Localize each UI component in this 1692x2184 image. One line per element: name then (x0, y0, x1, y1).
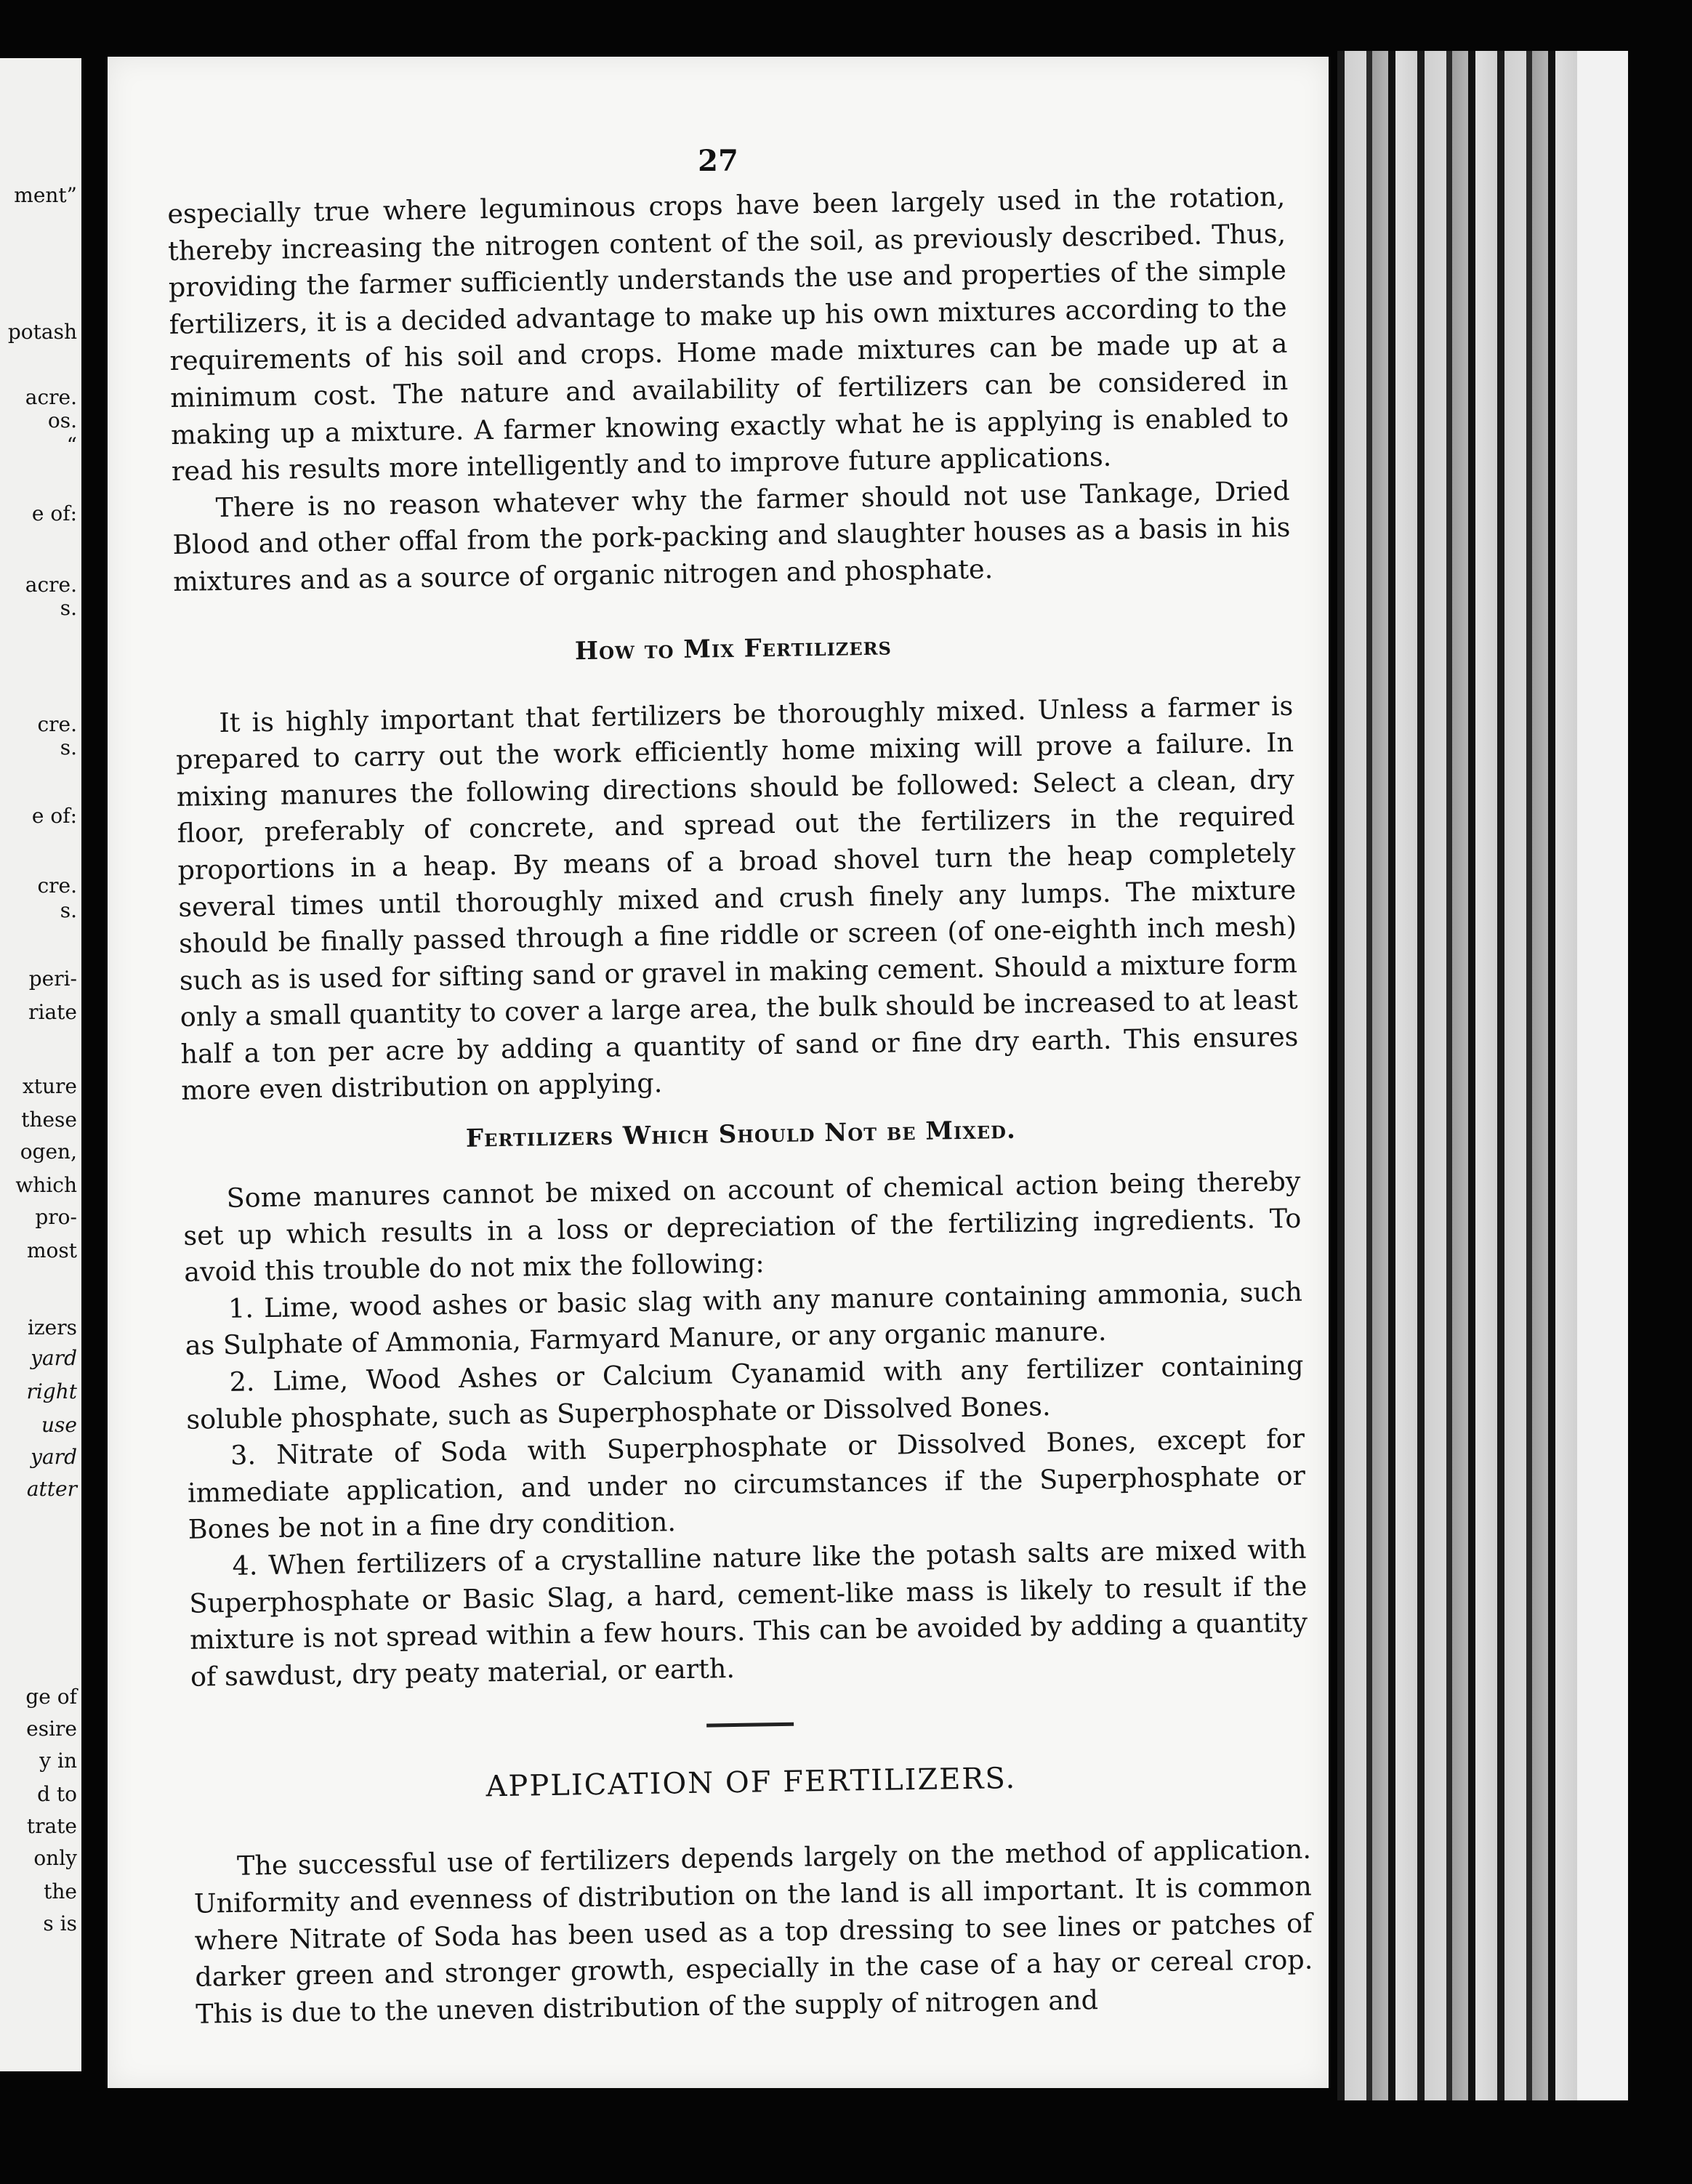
left-page-fragment: “ (66, 433, 77, 457)
left-page-fragment: atter (26, 1477, 77, 1501)
left-page-fragment: ge of (25, 1685, 77, 1709)
paragraph-application: The successful use of fertilizers depends largely on the method of application. Uniformity and evenness of distribution on the land is all important. It is common where Nitrate of Soda has been used as a top dressing to see lines or patches of darker green and stronger growth, especially in the case of a hay or cereal crop. This is due to the uneven distribution of the supply of nitrogen and (193, 1833, 1313, 2030)
left-page-fragment: yard (31, 1445, 77, 1469)
left-page-fragment: s. (60, 596, 77, 620)
left-page-fragment: these (21, 1108, 77, 1132)
heading-not-mixed: Fertilizers Which Should Not be Mixed. (465, 1115, 1017, 1153)
left-page-fragment: d to (37, 1782, 77, 1806)
left-page-fragment: peri- (28, 967, 77, 991)
left-page-fragment: s. (60, 898, 77, 922)
page-number: 27 (698, 144, 738, 178)
left-page-fragment: only (33, 1846, 77, 1870)
heading-how-to-mix: How to Mix Fertilizers (574, 631, 893, 666)
left-page-fragment: y in (39, 1749, 77, 1773)
left-page-fragment: e of: (31, 501, 77, 525)
left-page-fragment: s is (43, 1911, 77, 1935)
list-item: 2. Lime, Wood Ashes or Calcium Cyanamid with any fertilizer containing soluble phosphate, such as Superphosphate or Dissolved Bones. (186, 1349, 1304, 1435)
left-page-fragment: xture (22, 1074, 77, 1098)
left-page-fragment: use (41, 1413, 77, 1437)
left-page-fragment: os. (47, 408, 77, 432)
left-page-fragment: esire (26, 1717, 77, 1741)
edge-highlight (1577, 51, 1628, 2100)
left-page-fragment: riate (28, 1000, 77, 1024)
document-page (108, 57, 1329, 2088)
left-page-fragment: cre. (37, 712, 77, 736)
book-page-edges (1337, 51, 1628, 2100)
left-page-fragment: most (26, 1238, 77, 1262)
left-page-fragment: the (44, 1879, 77, 1903)
left-page-fragment: acre. (25, 385, 77, 409)
paragraph-intro-1: especially true where leguminous crops have been largely used in the rotation, thereby increasing the nitrogen content of the soil, as previously described. Thus, providing the farmer sufficiently understands the use and properties of the simple fertilizers, it is a decided advantage to make up his own mixtures according to the requirements of his soil and crops. Home made mixtures can be made up at a minimum cost. The nature and availability of fertilizers can be considered in making up a mixture. A farmer knowing exactly what he is applying is enabled to read his results more intelligently and to improve future applications. (167, 180, 1289, 488)
left-page-fragment: pro- (35, 1205, 77, 1229)
left-page-fragment: e of: (31, 804, 77, 828)
list-item: 1. Lime, wood ashes or basic slag with any manure containing ammonia, such as Sulphate of Ammonia, Farmyard Manure, or any organic manure. (185, 1276, 1303, 1362)
section-divider (706, 1722, 794, 1728)
left-page-fragment: right (26, 1379, 77, 1403)
left-page-fragment: ogen, (20, 1140, 77, 1164)
paragraph-not-mixed-intro: Some manures cannot be mixed on account of chemical action being thereby set up which results in a loss or depreciation of the fertilizing ingredients. To avoid this trouble do not mix the following: (183, 1165, 1302, 1289)
left-page-fragment: trate (26, 1814, 77, 1838)
list-item: 4. When fertilizers of a crystalline nature like the potash salts are mixed with Superphosphate or Basic Slag, a hard, cement-like mass is likely to result if the mixture is not spread within a few hours. This can be avoided by adding a quantity of sawdust, dry peaty material, or earth. (189, 1533, 1308, 1693)
page-content (167, 179, 1314, 2033)
left-page-fragment: izers (27, 1315, 77, 1339)
left-page-fragment: potash (7, 320, 77, 344)
left-page-fragment: acre. (25, 573, 77, 597)
left-page-fragment: s. (60, 736, 77, 759)
left-page-fragment: which (15, 1173, 77, 1197)
list-item: 3. Nitrate of Soda with Superphosphate or Dissolved Bones, except for immediate application, and under no circumstances if the Superphosphate or Bones be not in a fine dry condition. (187, 1422, 1306, 1546)
previous-page-strip (0, 58, 81, 2071)
left-page-fragment: cre. (37, 874, 77, 898)
not-mixed-list (185, 1274, 1309, 1696)
left-page-fragment: yard (31, 1346, 77, 1370)
paragraph-how-to-mix: It is highly important that fertilizers be thoroughly mixed. Unless a farmer is prepared to carry out the work efficiently home mixing will prove a failure. In mixing manures the following directions should be followed: Select a clean, dry floor, preferably of concrete, and spread out the fertilizers in the required proportions in a heap. By means of a broad shovel turn the heap completely several times until thoroughly mixed and crush finely any lumps. The mixture should be finally passed through a fine riddle or screen (of one-eighth inch mesh) such as is used for sifting sand or gravel in making cement. Should a mixture form only a small quantity to cover a large area, the bulk should be increased to at least half a ton per acre by adding a quantity of sand or fine dry earth. This ensures more even distribution on applying. (175, 690, 1299, 1107)
left-page-fragment: ment” (14, 183, 77, 207)
paragraph-intro-2: There is no reason whatever why the farmer should not use Tankage, Dried Blood and other offal from the pork-packing and slaughter houses as a basis in his mixtures and as a source of organic nitrogen and phosphate. (172, 475, 1291, 597)
heading-application: APPLICATION OF FERTILIZERS. (486, 1762, 1017, 1804)
